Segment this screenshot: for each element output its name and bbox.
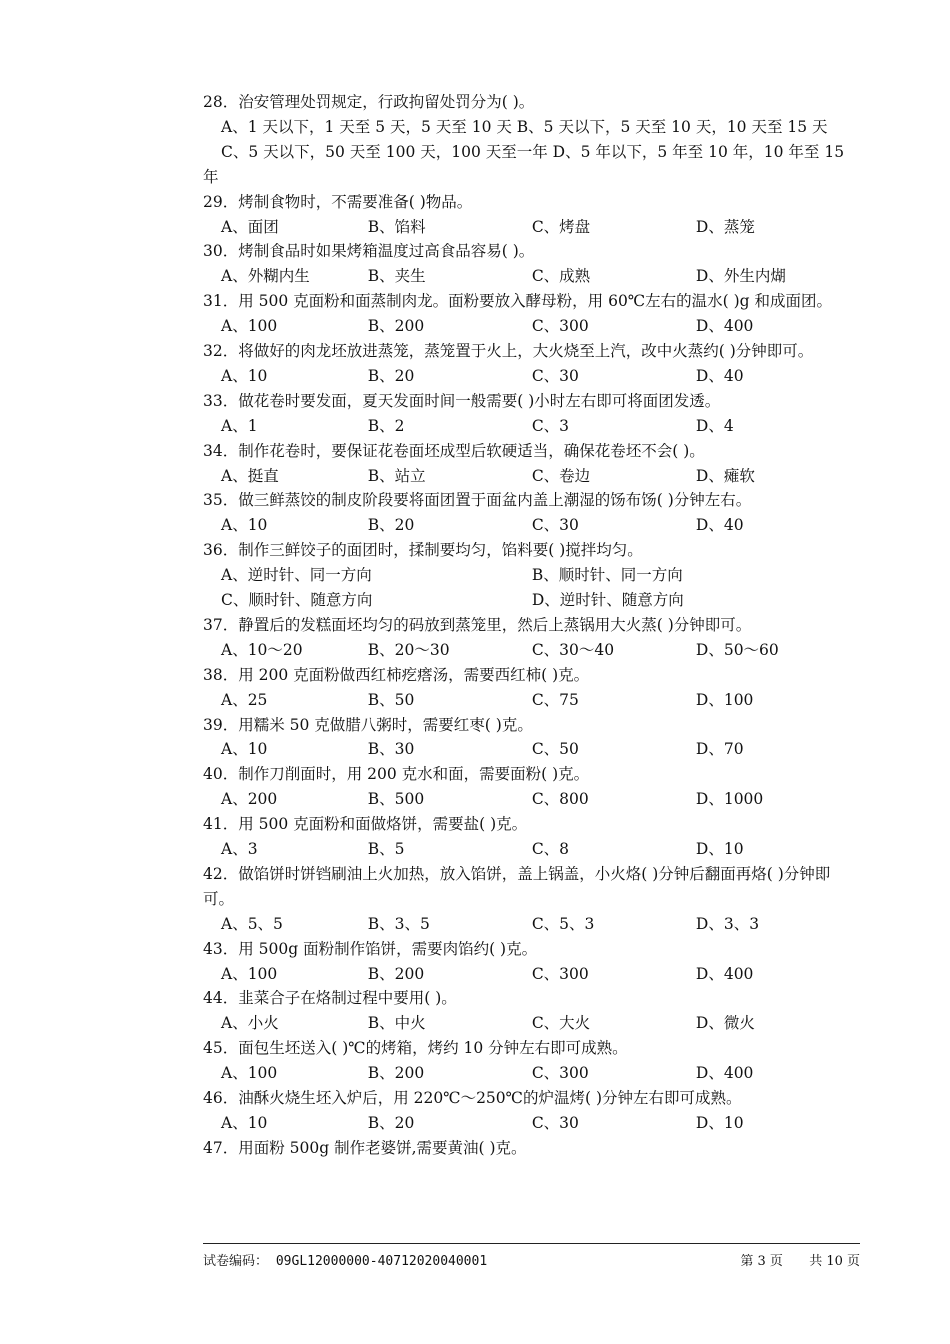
option: B、20 bbox=[367, 366, 415, 385]
option: C、8 bbox=[531, 840, 570, 859]
option: A、10 bbox=[221, 1113, 268, 1132]
question-text: 40．制作刀削面时，用 200 克水和面，需要面粉( )克。 bbox=[203, 765, 590, 784]
question-item bbox=[203, 488, 860, 538]
question-text: 37．静置后的发糕面坯均匀的码放到蒸笼里，然后上蒸锅用大火蒸( )分钟即可。 bbox=[203, 615, 752, 634]
option: C、成熟 bbox=[531, 267, 591, 286]
option: B、馅料 bbox=[367, 217, 426, 236]
option: D、3、3 bbox=[695, 914, 760, 933]
option-row bbox=[203, 787, 860, 812]
option: A、200 bbox=[221, 790, 278, 809]
question-item bbox=[203, 862, 860, 937]
question-item bbox=[203, 339, 860, 389]
footer-divider bbox=[203, 1243, 860, 1244]
question-item bbox=[203, 937, 860, 987]
option: C、300 bbox=[531, 317, 589, 336]
current-page: 第 3 页 bbox=[740, 1254, 783, 1269]
option: A、外糊内生 bbox=[221, 267, 310, 286]
option-line: A、1 天以下，1 天至 5 天，5 天至 10 天 B、5 天以下，5 天至 10 天，10 天至 15 天 bbox=[221, 117, 828, 136]
question-text: 30．烤制食品时如果烤箱温度过高食品容易( )。 bbox=[203, 242, 535, 261]
option: B、3、5 bbox=[367, 914, 430, 933]
option: A、1 bbox=[221, 416, 258, 435]
option: C、30 bbox=[531, 516, 579, 535]
option-row bbox=[203, 1011, 860, 1036]
question-item bbox=[203, 190, 860, 240]
total-pages: 共 10 页 bbox=[809, 1254, 860, 1269]
question-text: 28．治安管理处罚规定，行政拘留处罚分为( )。 bbox=[203, 93, 535, 111]
option: A、100 bbox=[221, 317, 278, 336]
question-list bbox=[203, 90, 860, 1161]
question-text: 46．油酥火烧生坯入炉后，用 220℃～250℃的炉温烤( )分钟左右即可成熟。 bbox=[203, 1089, 742, 1107]
option: D、10 bbox=[695, 1113, 744, 1132]
option: B、200 bbox=[367, 317, 425, 336]
option: C、30 bbox=[531, 366, 579, 385]
option: B、5 bbox=[367, 840, 405, 859]
option: D、10 bbox=[695, 840, 744, 859]
option-row bbox=[203, 414, 860, 439]
question-text: 32．将做好的肉龙坯放进蒸笼，蒸笼置于火上，大火烧至上汽，改中火蒸约( )分钟即可。 bbox=[203, 342, 814, 361]
option: D、50～60 bbox=[695, 640, 779, 659]
option-line: C、5 天以下，50 天至 100 天，100 天至一年 D、5 年以下，5 年至 10 年，10 年至 15 年 bbox=[203, 142, 845, 186]
option: B、20～30 bbox=[367, 640, 450, 659]
option: A、100 bbox=[221, 1064, 278, 1083]
option-row bbox=[203, 1061, 860, 1086]
option-row bbox=[203, 588, 860, 613]
option: C、5、3 bbox=[531, 914, 595, 933]
option-row bbox=[203, 314, 860, 339]
question-text: 31．用 500 克面粉和面蒸制肉龙。面粉要放入酵母粉，用 60℃左右的温水( )g 和成面团。 bbox=[203, 292, 833, 311]
option: C、烤盘 bbox=[531, 217, 591, 236]
option: A、3 bbox=[221, 840, 258, 859]
option: A、10 bbox=[221, 366, 268, 385]
option: A、小火 bbox=[221, 1014, 279, 1033]
option-row bbox=[203, 215, 860, 240]
question-text: 42．做馅饼时饼铛刷油上火加热，放入馅饼，盖上锅盖，小火烙( )分钟后翻面再烙( )分钟即可。 bbox=[203, 864, 831, 908]
option: C、3 bbox=[531, 416, 570, 435]
option-row bbox=[203, 837, 860, 862]
question-text: 29．烤制食物时，不需要准备( )物品。 bbox=[203, 192, 473, 211]
question-item bbox=[203, 986, 860, 1036]
option: A、25 bbox=[221, 690, 268, 709]
option: C、800 bbox=[531, 790, 589, 809]
option: D、1000 bbox=[695, 790, 764, 809]
option: D、外生内煳 bbox=[695, 267, 786, 286]
question-item bbox=[203, 439, 860, 489]
exam-code-label: 试卷编码： bbox=[203, 1254, 269, 1269]
option: A、逆时针、同一方向 bbox=[221, 566, 372, 585]
question-item bbox=[203, 812, 860, 862]
question-text: 38．用 200 克面粉做西红柿疙瘩汤，需要西红柿( )克。 bbox=[203, 665, 590, 684]
question-item bbox=[203, 289, 860, 339]
option-row bbox=[203, 912, 860, 937]
question-text: 44．韭菜合子在烙制过程中要用( )。 bbox=[203, 989, 457, 1008]
option: C、300 bbox=[531, 964, 589, 983]
option-row bbox=[203, 1111, 860, 1136]
question-item bbox=[203, 1086, 860, 1136]
option: C、50 bbox=[531, 740, 579, 759]
option-row bbox=[203, 638, 860, 663]
option-row bbox=[203, 688, 860, 713]
page-number bbox=[740, 1250, 860, 1269]
option: B、中火 bbox=[367, 1014, 426, 1033]
question-text: 47．用面粉 500g 制作老婆饼,需要黄油( )克。 bbox=[203, 1138, 527, 1157]
option-row bbox=[203, 513, 860, 538]
option: D、逆时针、随意方向 bbox=[531, 591, 684, 610]
question-item bbox=[203, 538, 860, 613]
exam-code-value: 09GL12000000-40712020040001 bbox=[275, 1254, 488, 1269]
option: A、5、5 bbox=[221, 914, 283, 933]
option: D、70 bbox=[695, 740, 744, 759]
exam-code bbox=[203, 1250, 487, 1269]
question-item bbox=[203, 762, 860, 812]
option: B、20 bbox=[367, 1113, 415, 1132]
option: A、100 bbox=[221, 964, 278, 983]
option: B、20 bbox=[367, 516, 415, 535]
option-row bbox=[203, 962, 860, 987]
option: D、蒸笼 bbox=[695, 217, 755, 236]
option: D、微火 bbox=[695, 1014, 755, 1033]
question-item bbox=[203, 663, 860, 713]
option: B、顺时针、同一方向 bbox=[531, 566, 683, 585]
question-text: 34．制作花卷时，要保证花卷面坯成型后软硬适当，确保花卷坯不会( )。 bbox=[203, 441, 705, 460]
option: B、夹生 bbox=[367, 267, 426, 286]
option: C、大火 bbox=[531, 1014, 591, 1033]
option: C、75 bbox=[531, 690, 579, 709]
question-text: 39．用糯米 50 克做腊八粥时，需要红枣( )克。 bbox=[203, 715, 533, 734]
option: B、站立 bbox=[367, 466, 426, 485]
question-item bbox=[203, 613, 860, 663]
option: D、40 bbox=[695, 366, 744, 385]
question-item bbox=[203, 90, 860, 190]
question-text: 36．制作三鲜饺子的面团时，揉制要均匀，馅料要( )搅拌均匀。 bbox=[203, 541, 643, 560]
option: A、挺直 bbox=[221, 466, 279, 485]
option: C、卷边 bbox=[531, 466, 591, 485]
option: D、400 bbox=[695, 317, 754, 336]
option: A、10 bbox=[221, 740, 268, 759]
option: C、300 bbox=[531, 1064, 589, 1083]
question-text: 35．做三鲜蒸饺的制皮阶段要将面团置于面盆内盖上潮湿的饧布饧( )分钟左右。 bbox=[203, 491, 752, 510]
option-row bbox=[203, 264, 860, 289]
option: C、顺时针、随意方向 bbox=[221, 591, 373, 610]
option-row bbox=[203, 737, 860, 762]
option: D、100 bbox=[695, 690, 754, 709]
question-text: 41．用 500 克面粉和面做烙饼，需要盐( )克。 bbox=[203, 815, 528, 834]
option-row bbox=[203, 563, 860, 588]
option: B、500 bbox=[367, 790, 425, 809]
option: D、400 bbox=[695, 1064, 754, 1083]
option-row bbox=[203, 364, 860, 389]
question-text: 43．用 500g 面粉制作馅饼，需要肉馅约( )克。 bbox=[203, 939, 538, 958]
option-row bbox=[203, 464, 860, 489]
question-item bbox=[203, 713, 860, 763]
option: A、10 bbox=[221, 516, 268, 535]
option: C、30 bbox=[531, 1113, 579, 1132]
option: B、30 bbox=[367, 740, 415, 759]
option: B、200 bbox=[367, 1064, 425, 1083]
option: A、面团 bbox=[221, 217, 279, 236]
option: D、瘫软 bbox=[695, 466, 755, 485]
option: B、50 bbox=[367, 690, 415, 709]
option: D、400 bbox=[695, 964, 754, 983]
option: A、10～20 bbox=[221, 640, 303, 659]
question-item bbox=[203, 1136, 860, 1161]
question-item bbox=[203, 239, 860, 289]
option: C、30～40 bbox=[531, 640, 615, 659]
option: B、2 bbox=[367, 416, 405, 435]
option: D、4 bbox=[695, 416, 734, 435]
question-item bbox=[203, 1036, 860, 1086]
question-text: 33．做花卷时要发面，夏天发面时间一般需要( )小时左右即可将面团发透。 bbox=[203, 391, 721, 410]
option: D、40 bbox=[695, 516, 744, 535]
option: B、200 bbox=[367, 964, 425, 983]
question-text: 45．面包生坯送入( )℃的烤箱，烤约 10 分钟左右即可成熟。 bbox=[203, 1039, 628, 1058]
question-item bbox=[203, 389, 860, 439]
